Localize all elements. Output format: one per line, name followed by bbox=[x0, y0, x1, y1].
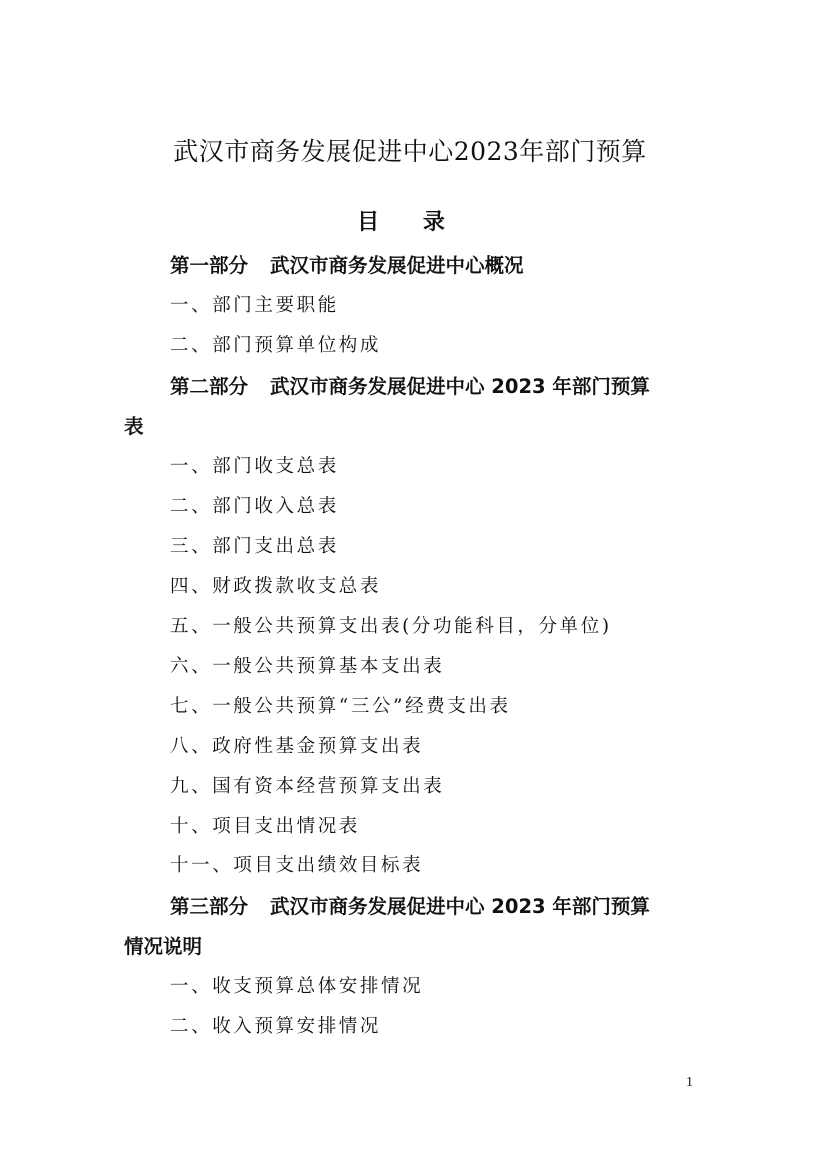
toc-part-3-heading[interactable] bbox=[170, 891, 650, 919]
toc-part-2-title-continued: 表 bbox=[124, 415, 144, 438]
toc-item[interactable]: 四、财政拨款收支总表 bbox=[170, 576, 382, 597]
toc-item[interactable]: 九、国有资本经营预算支出表 bbox=[170, 776, 445, 797]
toc-item[interactable]: 七、一般公共预算“三公”经费支出表 bbox=[170, 696, 511, 717]
toc-item[interactable]: 八、政府性基金预算支出表 bbox=[170, 736, 424, 757]
toc-item[interactable]: 一、部门主要职能 bbox=[170, 295, 339, 316]
toc-part-1-number: 第一部分 bbox=[170, 254, 249, 277]
document-title: 武汉市商务发展促进中心2023年部门预算 bbox=[173, 137, 647, 166]
toc-part-1-title: 武汉市商务发展促进中心概况 bbox=[270, 254, 524, 277]
toc-part-1-heading[interactable] bbox=[170, 250, 524, 278]
toc-item[interactable]: 二、收入预算安排情况 bbox=[170, 1016, 382, 1037]
toc-part-3-title: 武汉市商务发展促进中心 2023 年部门预算 bbox=[270, 895, 650, 918]
toc-item[interactable]: 十、项目支出情况表 bbox=[170, 816, 360, 837]
toc-item[interactable]: 六、一般公共预算基本支出表 bbox=[170, 656, 445, 677]
toc-item[interactable]: 十一、项目支出绩效目标表 bbox=[170, 855, 424, 876]
toc-item[interactable]: 二、部门收入总表 bbox=[170, 496, 339, 517]
toc-item[interactable]: 二、部门预算单位构成 bbox=[170, 335, 382, 356]
toc-part-2-title: 武汉市商务发展促进中心 2023 年部门预算 bbox=[270, 375, 650, 398]
toc-item[interactable]: 一、收支预算总体安排情况 bbox=[170, 976, 424, 997]
page-number: 1 bbox=[686, 1075, 693, 1090]
toc-item[interactable]: 三、部门支出总表 bbox=[170, 536, 339, 557]
toc-heading: 目 录 bbox=[357, 210, 463, 235]
toc-part-3-title-continued: 情况说明 bbox=[124, 935, 203, 958]
toc-part-2-heading[interactable] bbox=[170, 371, 650, 399]
toc-item[interactable]: 一、部门收支总表 bbox=[170, 456, 339, 477]
toc-part-3-number: 第三部分 bbox=[170, 895, 249, 918]
toc-part-2-number: 第二部分 bbox=[170, 375, 249, 398]
toc-item[interactable]: 五、一般公共预算支出表(分功能科目，分单位) bbox=[170, 616, 612, 637]
